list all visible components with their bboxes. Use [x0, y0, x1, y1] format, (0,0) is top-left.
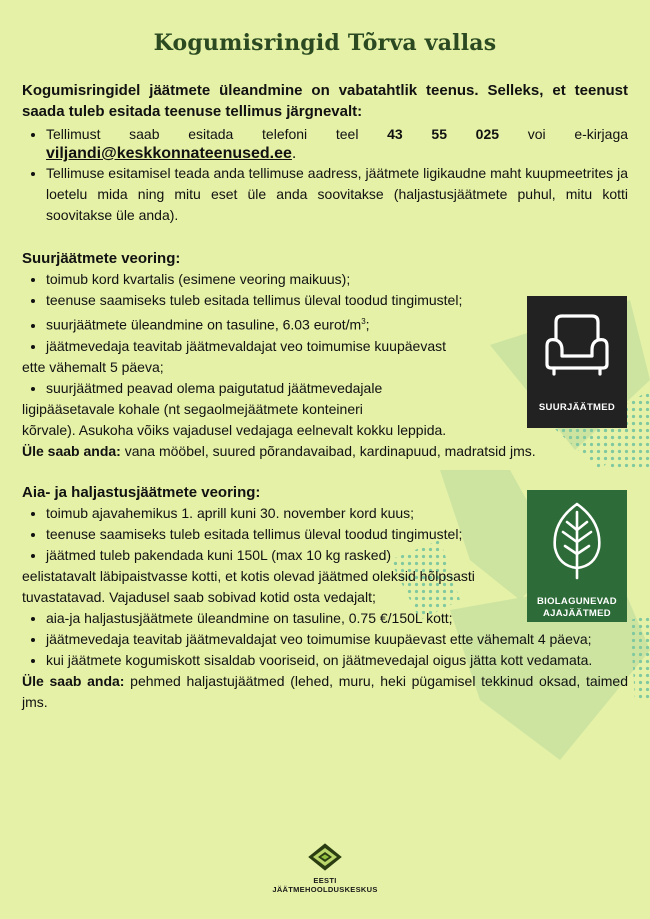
diamond-logo-icon [308, 843, 342, 871]
phone-number: 43 55 025 [387, 126, 500, 142]
garden-item-1: • toimub ajavahemikus 1. aprill kuni 30. november kord kuus; [46, 503, 628, 524]
footer-org-line2: JÄÄTMEHOOLDUSKESKUS [272, 885, 378, 894]
page-title: Kogumisringid Tõrva vallas [153, 30, 497, 56]
garden-continuation-2: tuvastatavad. Vajadusel saab sobivad kotid osta vedajalt; [22, 588, 376, 605]
footer-org-line1: EESTI [313, 876, 337, 885]
garden-item-5: • jäätmevedaja teavitab jäätmevaldajat veo toimumise kuupäevast ette vähemalt 4 päeva; [46, 629, 628, 650]
bulky-item-1: • toimub kord kvartalis (esimene veoring maikuus); [46, 269, 628, 290]
bulky-waste-card [527, 296, 627, 428]
bulky-item-4: • jäätmevedaja teavitab jäätmevaldajat veo toimumise kuupäevast [46, 336, 628, 357]
bulky-continuation-1: ette vähemalt 5 päeva; [22, 358, 164, 375]
intro-paragraph: Kogumisringidel jäätmete üleandmine on vabatahtlik teenus. Selleks, et teenust saada tuleb esitada teenuse tellimus järgnevalt: [22, 82, 628, 120]
armchair-icon [542, 312, 612, 376]
email-link[interactable]: viljandi@keskkonnateenused.ee [46, 145, 292, 162]
garden-accepted: Üle saab anda: pehmed haljastujäätmed (lehed, muru, heki pügamisel tekkinud oksad, taimed jms. [22, 672, 628, 710]
bulky-card-label: SUURJÄÄTMED [538, 402, 616, 413]
bulky-continuation-2: ligipääsetavale kohale (nt segaolmejäätmete konteineri [22, 400, 363, 417]
garden-item-6: • kui jäätmete kogumiskott sisaldab vooriseid, on jäätmevedajal oigus jätta kott vedamata. [46, 650, 628, 671]
leaf-icon [547, 500, 607, 580]
biodegradable-card-label: BIOLAGUNEVAD AJAJÄÄTMED [537, 596, 617, 619]
bulky-accepted: Üle saab anda: vana mööbel, suured põrandavaibad, kardinapuud, madratsid jms. [22, 442, 536, 459]
footer-logo [270, 843, 380, 894]
biodegradable-waste-card [527, 490, 627, 622]
garden-item-3: • jäätmed tuleb pakendada kuni 150L (max 10 kg rasked) [46, 545, 628, 566]
order-item-details: • Tellimuse esitamisel teada anda tellimuse aadress, jäätmete ligikaudne maht kuupmeetrites ja loetelu mida ning mitu eset üle anda soovitakse (haljastusjäätmete puhul, mitu kotti soovitakse üle anda). [46, 163, 628, 226]
bulky-continuation-3: kõrvale). Asukoha võiks vajadusel vedajaga eelnevalt kokku leppida. [22, 421, 447, 438]
garden-continuation-1: eelistatavalt läbipaistvasse kotti, et kotis olevad jäätmed oleksid hõlpsasti [22, 567, 475, 584]
bulky-item-3: • suurjäätmete üleandmine on tasuline, 6.03 eurot/$m^3$; [46, 311, 628, 336]
order-list: • Tellimust saab esitada telefoni teel 43 55 025 voi e-kirjaga viljandi@keskkonnateenused.ee. • Tellimuse esitamisel teada anda tellimuse aadress, jäätmete ligikaudne maht kuupmeetrites ja loetelu mida ning mitu eset üle anda soovitakse (haljastusjäätmete puhul, mitu kotti soovitakse üle anda). [22, 124, 628, 226]
garden-item-4: • aia-ja haljastusjäätmete üleandmine on tasuline, 0.75 €/150L kott; [46, 608, 628, 629]
garden-heading: Aia- ja haljastusjäätmete veoring: [22, 483, 261, 501]
bulky-heading: Suurjäätmete veoring: [22, 250, 181, 267]
bulky-item-5: • suurjäätmed peavad olema paigutatud jäätmevedajale [46, 378, 628, 399]
order-item-contact: • Tellimust saab esitada telefoni teel 43 55 025 voi e-kirjaga [46, 124, 628, 145]
bulky-item-2: • teenuse saamiseks tuleb esitada tellimus üleval toodud tingimustel; [46, 290, 628, 311]
garden-item-2: • teenuse saamiseks tuleb esitada tellimus üleval toodud tingimustel; [46, 524, 628, 545]
